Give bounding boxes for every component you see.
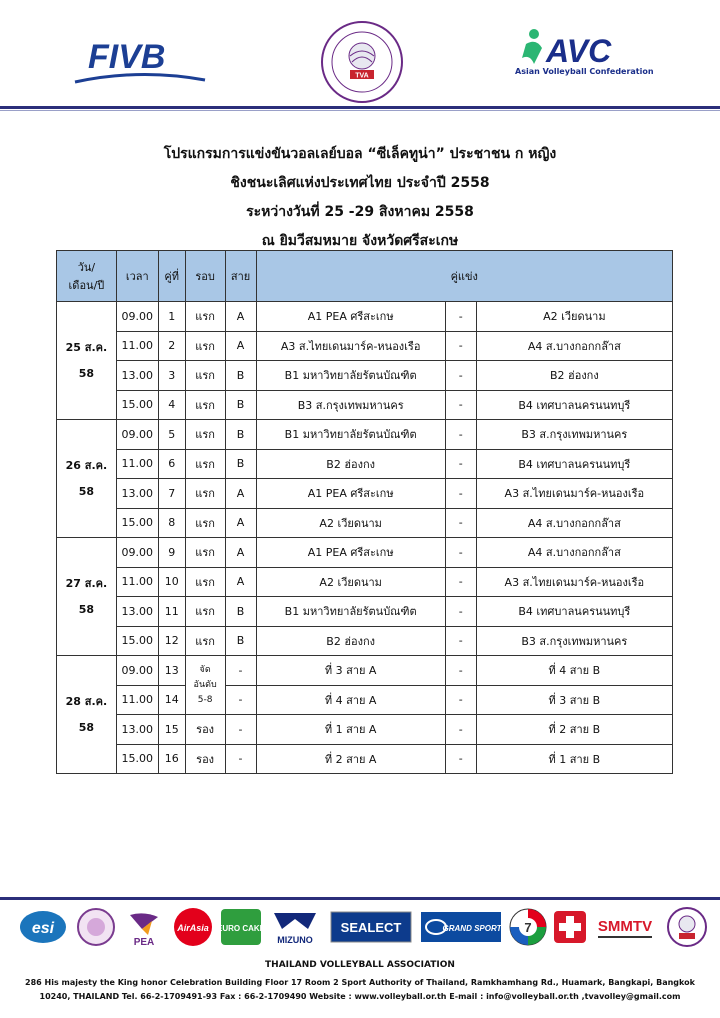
cell-group: A	[225, 302, 256, 332]
tva-emblem-text: TVA	[355, 72, 369, 80]
cell-pair-number: 7	[158, 479, 185, 509]
cell-time: 09.00	[116, 302, 158, 332]
sponsor-airasia-logo	[172, 907, 214, 947]
svg-text:SMMTV: SMMTV	[597, 918, 653, 935]
sponsor-redcross-logo	[552, 907, 588, 947]
cell-date-line: 58	[78, 602, 95, 616]
cell-group: -	[225, 656, 256, 686]
cell-pair-number: 15	[158, 715, 185, 745]
table-row	[57, 567, 673, 597]
header-date	[57, 251, 117, 302]
sponsor-tva-emblem	[666, 907, 708, 947]
cell-time: 11.00	[116, 685, 158, 715]
fivb-logo-text: FIVB	[88, 38, 166, 76]
cell-group: A	[225, 331, 256, 361]
cell-away-team: B3 ส.กรุงเทพมหานคร	[476, 420, 672, 450]
cell-home-team: B1 มหาวิทยาลัยรัตนบัณฑิต	[256, 597, 445, 627]
cell-round: แรก	[185, 567, 225, 597]
cell-separator: -	[445, 597, 476, 627]
table-row	[57, 538, 673, 568]
table-row	[57, 744, 673, 774]
cell-pair-number: 11	[158, 597, 185, 627]
footer-address: 286 His majesty the King honor Celebration Building Floor 17 Room 2 Sport Authority of Thailand, Ramkhamhang Rd., Huamark, Bangkapi, Bangkok	[25, 978, 695, 987]
cell-pair-number: 16	[158, 744, 185, 774]
svg-text:EURO CAKE: EURO CAKE	[216, 924, 266, 933]
table-header-row	[57, 251, 673, 302]
cell-home-team: B2 ฮ่องกง	[256, 626, 445, 656]
cell-group: B	[225, 449, 256, 479]
cell-home-team: ที่ 4 สาย A	[256, 685, 445, 715]
cell-time: 11.00	[116, 449, 158, 479]
cell-pair-number: 4	[158, 390, 185, 420]
schedule-body	[57, 302, 673, 774]
page-header	[0, 0, 720, 112]
cell-away-team: B3 ส.กรุงเทพมหานคร	[476, 626, 672, 656]
table-row	[57, 626, 673, 656]
tva-emblem	[320, 20, 404, 104]
cell-away-team: B4 เทศบาลนครนนทบุรี	[476, 597, 672, 627]
cell-time: 13.00	[116, 479, 158, 509]
cell-round: แรก	[185, 479, 225, 509]
cell-away-team: A4 ส.บางกอกกล๊าส	[476, 508, 672, 538]
cell-time: 09.00	[116, 420, 158, 450]
cell-group: -	[225, 685, 256, 715]
cell-round: รอง	[185, 744, 225, 774]
header-group: สาย	[225, 251, 256, 302]
cell-home-team: B3 ส.กรุงเทพมหานคร	[256, 390, 445, 420]
cell-pair-number: 14	[158, 685, 185, 715]
cell-separator: -	[445, 538, 476, 568]
cell-separator: -	[445, 715, 476, 745]
cell-away-team: B4 เทศบาลนครนนทบุรี	[476, 449, 672, 479]
cell-pair-number: 10	[158, 567, 185, 597]
cell-separator: -	[445, 626, 476, 656]
avc-logo-text: AVC	[546, 33, 612, 69]
cell-pair-number: 13	[158, 656, 185, 686]
cell-time: 11.00	[116, 331, 158, 361]
cell-home-team: B2 ฮ่องกง	[256, 449, 445, 479]
cell-home-team: A1 PEA ศรีสะเกษ	[256, 538, 445, 568]
cell-away-team: A4 ส.บางกอกกล๊าส	[476, 331, 672, 361]
cell-round: แรก	[185, 390, 225, 420]
table-row	[57, 449, 673, 479]
svg-text:AirAsia: AirAsia	[177, 923, 209, 933]
cell-away-team: ที่ 4 สาย B	[476, 656, 672, 686]
cell-round: แรก	[185, 508, 225, 538]
cell-group: B	[225, 361, 256, 391]
cell-separator: -	[445, 361, 476, 391]
cell-away-team: A2 เวียดนาม	[476, 302, 672, 332]
cell-time: 13.00	[116, 715, 158, 745]
cell-round-line: จัด	[199, 664, 211, 675]
cell-time: 15.00	[116, 744, 158, 774]
cell-away-team: ที่ 1 สาย B	[476, 744, 672, 774]
document-titles	[0, 140, 720, 256]
cell-pair-number: 12	[158, 626, 185, 656]
cell-away-team: B2 ฮ่องกง	[476, 361, 672, 391]
cell-round-merged	[185, 656, 225, 715]
cell-date-line: 58	[78, 720, 95, 734]
cell-round: แรก	[185, 361, 225, 391]
cell-home-team: ที่ 1 สาย A	[256, 715, 445, 745]
cell-group: B	[225, 626, 256, 656]
cell-separator: -	[445, 508, 476, 538]
sponsor-grandsport-logo	[420, 907, 502, 947]
cell-home-team: A2 เวียดนาม	[256, 567, 445, 597]
cell-home-team: B1 มหาวิทยาลัยรัตนบัณฑิต	[256, 420, 445, 450]
sponsor-royal-emblem	[76, 907, 116, 947]
table-row	[57, 361, 673, 391]
sponsor-smmtv-logo	[592, 907, 658, 947]
table-row	[57, 715, 673, 745]
header-date-line-1: วัน/	[77, 261, 96, 274]
cell-round-line: อันดับ	[193, 679, 217, 690]
cell-round: แรก	[185, 420, 225, 450]
footer-org: THAILAND VOLLEYBALL ASSOCIATION	[265, 960, 455, 970]
cell-pair-number: 3	[158, 361, 185, 391]
cell-pair-number: 2	[158, 331, 185, 361]
footer	[0, 958, 720, 1004]
cell-home-team: A2 เวียดนาม	[256, 508, 445, 538]
table-row	[57, 508, 673, 538]
header-time: เวลา	[116, 251, 158, 302]
svg-text:GRAND SPORT: GRAND SPORT	[442, 924, 502, 933]
svg-text:esi: esi	[31, 920, 55, 937]
sponsor-sealect-logo	[330, 907, 412, 947]
cell-group: B	[225, 597, 256, 627]
cell-group: A	[225, 508, 256, 538]
cell-away-team: B4 เทศบาลนครนนทบุรี	[476, 390, 672, 420]
cell-group: B	[225, 420, 256, 450]
cell-separator: -	[445, 656, 476, 686]
cell-away-team: ที่ 2 สาย B	[476, 715, 672, 745]
cell-time: 15.00	[116, 390, 158, 420]
cell-separator: -	[445, 567, 476, 597]
sponsor-pea-logo	[122, 907, 166, 947]
cell-home-team: B1 มหาวิทยาลัยรัตนบัณฑิต	[256, 361, 445, 391]
cell-away-team: ที่ 3 สาย B	[476, 685, 672, 715]
cell-date	[57, 656, 117, 774]
header-date-line-2: เดือน/ปี	[68, 279, 105, 292]
cell-pair-number: 1	[158, 302, 185, 332]
title-line-3: ระหว่างวันที่ 25 -29 สิงหาคม 2558	[246, 204, 474, 220]
cell-separator: -	[445, 449, 476, 479]
cell-time: 09.00	[116, 656, 158, 686]
cell-date-line: 26 ส.ค.	[65, 458, 108, 472]
svg-text:PEA: PEA	[133, 937, 155, 948]
cell-time: 13.00	[116, 361, 158, 391]
cell-group: A	[225, 479, 256, 509]
cell-date-line: 58	[78, 366, 95, 380]
cell-separator: -	[445, 744, 476, 774]
cell-home-team: A3 ส.ไทยเดนมาร์ค-หนองเรือ	[256, 331, 445, 361]
cell-date	[57, 302, 117, 420]
cell-round-line: 5-8	[197, 694, 213, 705]
cell-date-line: 27 ส.ค.	[65, 576, 108, 590]
cell-separator: -	[445, 420, 476, 450]
fivb-logo	[70, 30, 210, 90]
table-row	[57, 656, 673, 686]
cell-round: รอง	[185, 715, 225, 745]
table-row	[57, 331, 673, 361]
cell-away-team: A3 ส.ไทยเดนมาร์ค-หนองเรือ	[476, 479, 672, 509]
cell-time: 09.00	[116, 538, 158, 568]
table-row	[57, 597, 673, 627]
title-line-4: ณ ยิมวีสมหมาย จังหวัดศรีสะเกษ	[261, 233, 459, 249]
cell-group: -	[225, 744, 256, 774]
cell-round: แรก	[185, 302, 225, 332]
cell-home-team: ที่ 2 สาย A	[256, 744, 445, 774]
cell-round: แรก	[185, 538, 225, 568]
schedule-table	[56, 250, 673, 774]
cell-date-line: 28 ส.ค.	[65, 694, 108, 708]
sponsor-ch7-logo	[508, 907, 548, 947]
sponsor-mizuno-logo	[268, 907, 322, 947]
cell-time: 15.00	[116, 508, 158, 538]
cell-pair-number: 5	[158, 420, 185, 450]
cell-home-team: A1 PEA ศรีสะเกษ	[256, 302, 445, 332]
svg-text:MIZUNO: MIZUNO	[277, 935, 313, 945]
cell-round: แรก	[185, 597, 225, 627]
cell-separator: -	[445, 390, 476, 420]
svg-text:SEALECT: SEALECT	[340, 920, 402, 935]
cell-round: แรก	[185, 626, 225, 656]
cell-away-team: A4 ส.บางกอกกล๊าส	[476, 538, 672, 568]
cell-home-team: A1 PEA ศรีสะเกษ	[256, 479, 445, 509]
table-row	[57, 390, 673, 420]
avc-subtitle: Asian Volleyball Confederation	[515, 67, 654, 76]
cell-date-line: 58	[78, 484, 95, 498]
cell-date	[57, 538, 117, 656]
cell-home-team: ที่ 3 สาย A	[256, 656, 445, 686]
footer-divider	[0, 897, 720, 900]
cell-away-team: A3 ส.ไทยเดนมาร์ค-หนองเรือ	[476, 567, 672, 597]
header-match: คู่แข่ง	[256, 251, 673, 302]
cell-group: -	[225, 715, 256, 745]
table-row	[57, 420, 673, 450]
cell-separator: -	[445, 685, 476, 715]
table-row	[57, 302, 673, 332]
sponsor-bar	[14, 905, 714, 951]
cell-time: 11.00	[116, 567, 158, 597]
cell-time: 13.00	[116, 597, 158, 627]
cell-date	[57, 420, 117, 538]
title-line-2: ชิงชนะเลิศแห่งประเทศไทย ประจำปี 2558	[230, 175, 490, 191]
sponsor-eurocake-logo	[216, 907, 266, 947]
cell-group: A	[225, 538, 256, 568]
table-row	[57, 685, 673, 715]
title-line-1: โปรแกรมการแข่งขันวอลเลย์บอล “ซีเล็คทูน่า” ประชาชน ก หญิง	[163, 146, 557, 162]
cell-group: B	[225, 390, 256, 420]
header-divider	[0, 106, 720, 109]
cell-date-line: 25 ส.ค.	[65, 340, 108, 354]
cell-round: แรก	[185, 331, 225, 361]
cell-pair-number: 9	[158, 538, 185, 568]
header-round: รอบ	[185, 251, 225, 302]
cell-separator: -	[445, 479, 476, 509]
header-divider-thin	[0, 110, 720, 111]
footer-contact: 10240, THAILAND Tel. 66-2-1709491-93 Fax : 66-2-1709490 Website : www.volleyball.or.th E-mail : info@volleyball.or.th ,tvavolley@gmail.com	[39, 992, 681, 1001]
sponsor-esi-logo	[18, 907, 68, 947]
table-row	[57, 479, 673, 509]
svg-text:7: 7	[524, 920, 532, 935]
cell-round: แรก	[185, 449, 225, 479]
cell-separator: -	[445, 302, 476, 332]
cell-time: 15.00	[116, 626, 158, 656]
cell-group: A	[225, 567, 256, 597]
header-pair: คู่ที่	[158, 251, 185, 302]
cell-separator: -	[445, 331, 476, 361]
cell-pair-number: 6	[158, 449, 185, 479]
cell-pair-number: 8	[158, 508, 185, 538]
